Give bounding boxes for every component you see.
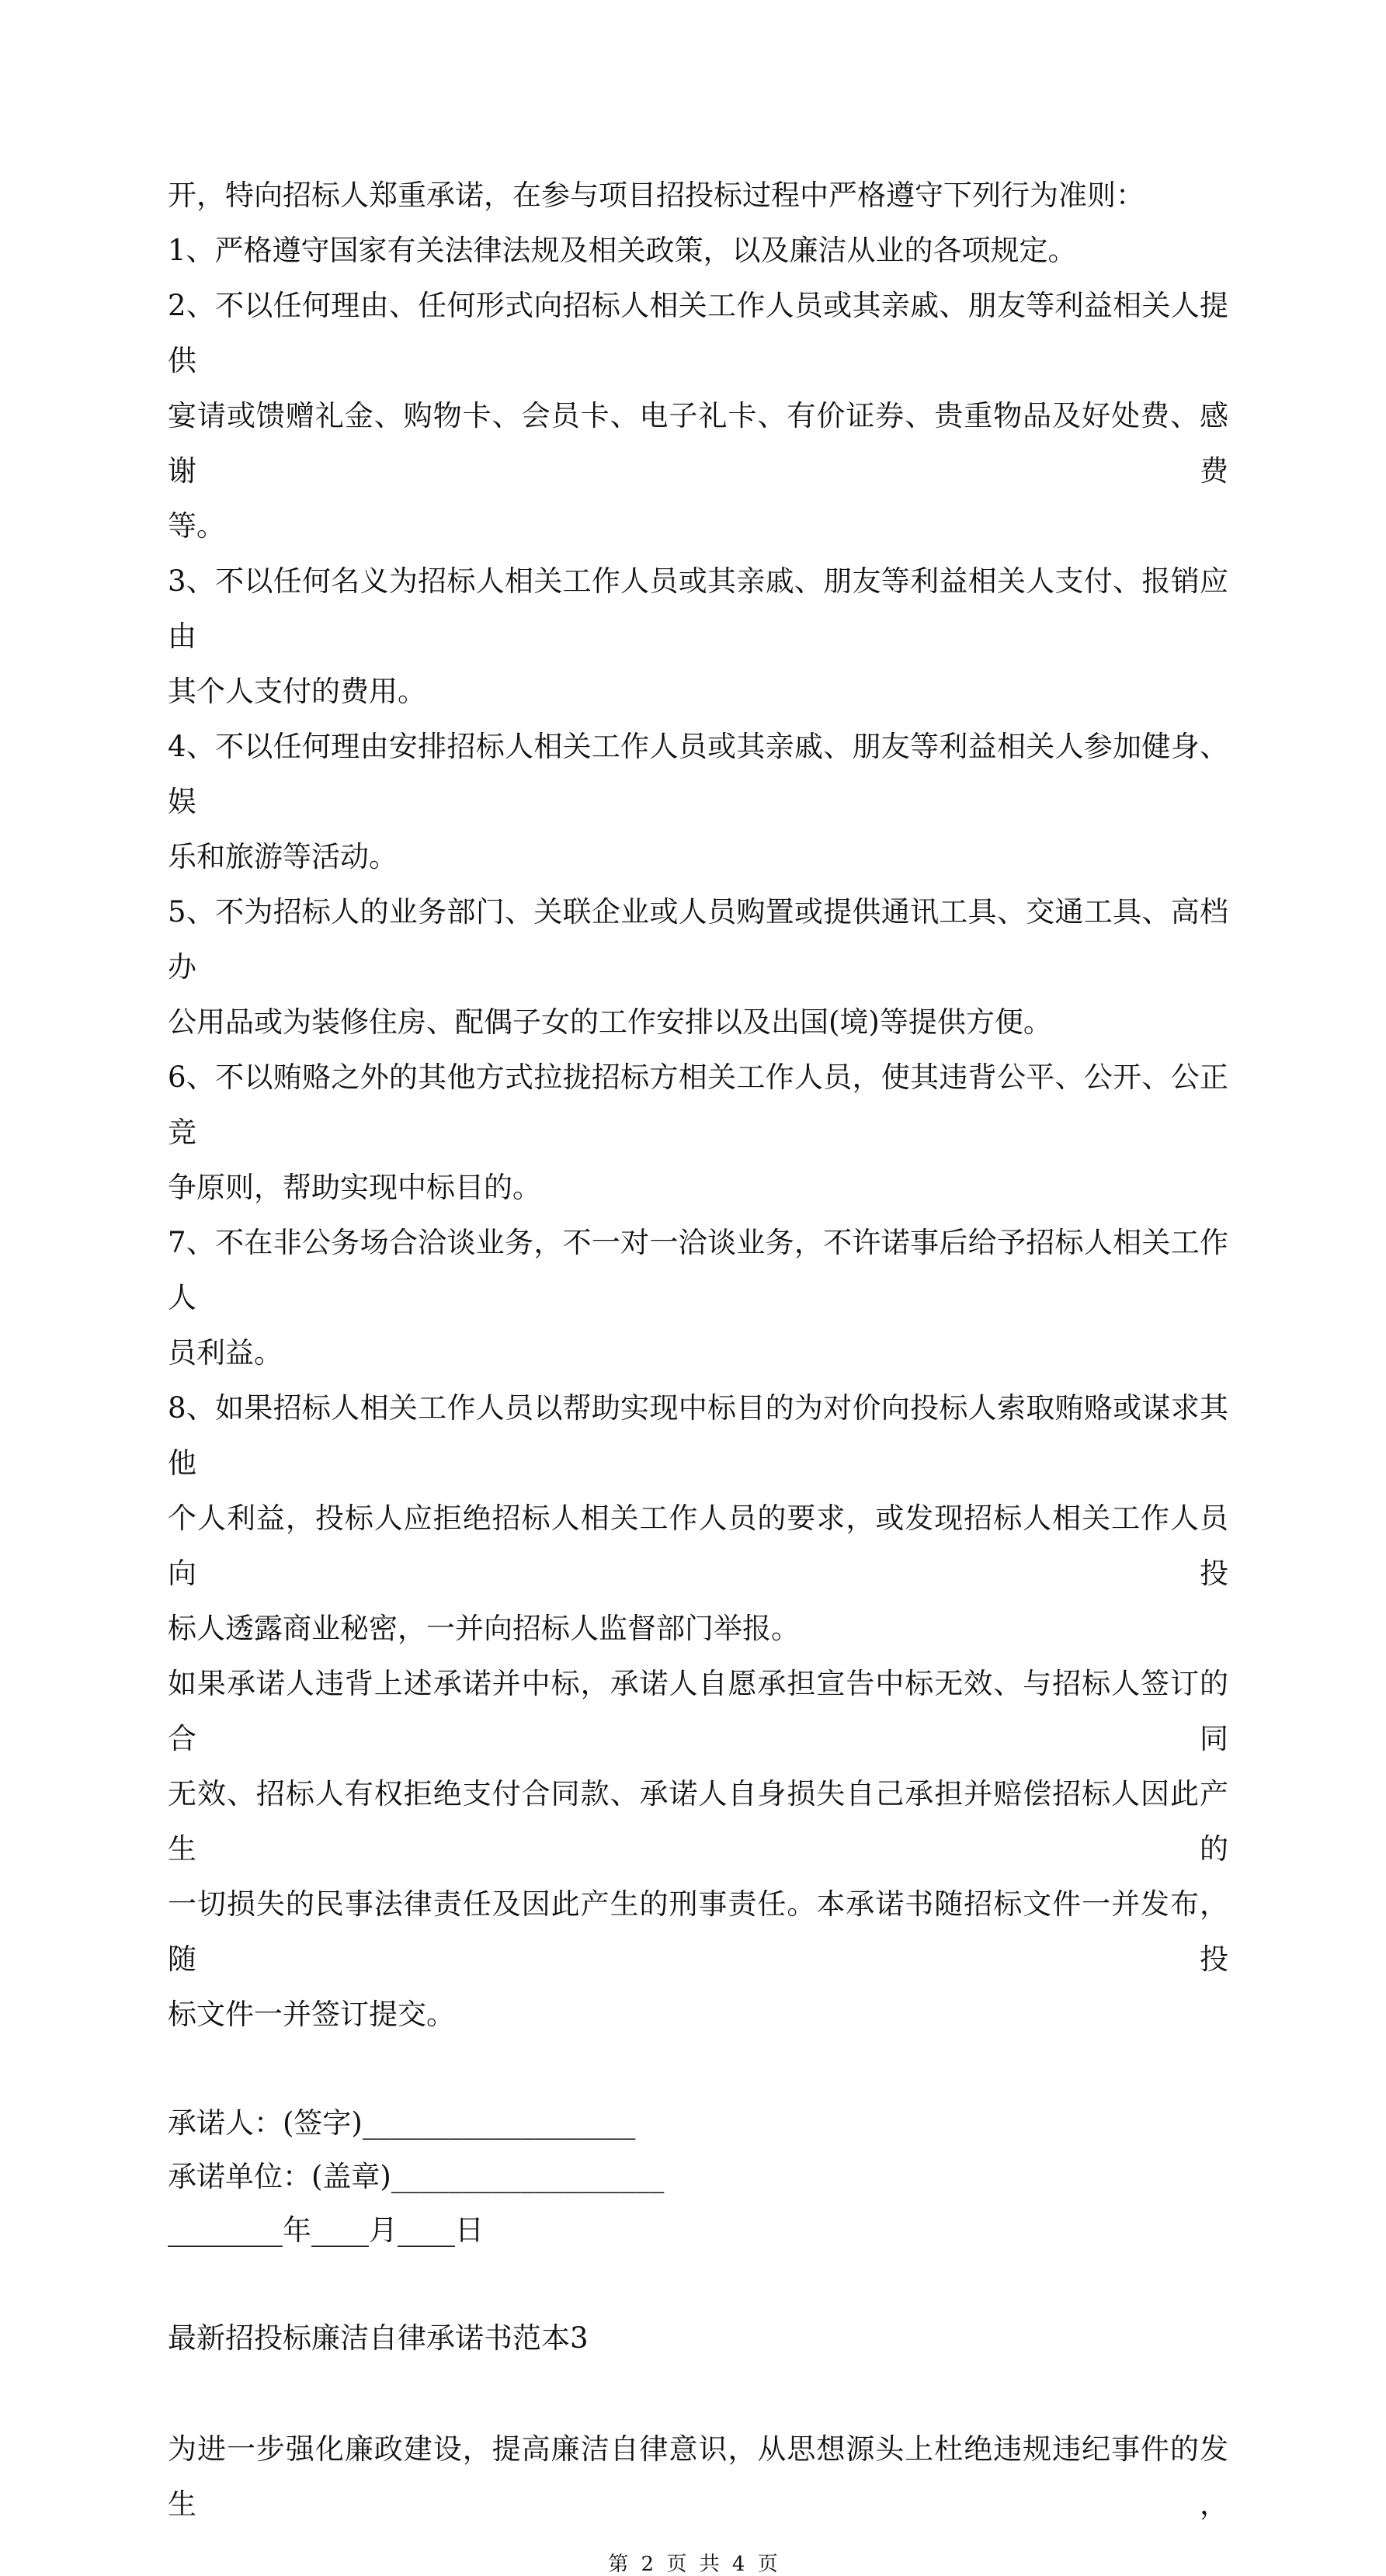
body-line: 乐和旅游等活动。 bbox=[168, 840, 398, 873]
signer-signature-line: 承诺人：(签字)___________________ bbox=[168, 2106, 636, 2140]
date-line: ________年____月____日 bbox=[168, 2213, 484, 2247]
body-line: 个人利益，投标人应拒绝招标人相关工作人员的要求，或发现招标人相关工作人员向投 bbox=[168, 1502, 1228, 1590]
body-line: 标文件一并签订提交。 bbox=[168, 1998, 455, 2031]
body-line: 无效、招标人有权拒绝支付合同款、承诺人自身损失自己承担并赔偿招标人因此产生的 bbox=[168, 1777, 1228, 1866]
body-line: 公用品或为装修住房、配偶子女的工作安排以及出国(境)等提供方便。 bbox=[168, 1005, 1052, 1039]
body-line: 2、不以任何理由、任何形式向招标人相关工作人员或其亲戚、朋友等利益相关人提供 bbox=[168, 289, 1228, 377]
body-line: 标人透露商业秘密，一并向招标人监督部门举报。 bbox=[168, 1612, 800, 1645]
body-line: 7、不在非公务场合洽谈业务，不一对一洽谈业务，不许诺事后给予招标人相关工作人 bbox=[168, 1226, 1228, 1314]
body-line: 1、严格遵守国家有关法律法规及相关政策，以及廉洁从业的各项规定。 bbox=[168, 234, 1077, 267]
body-line: 等。 bbox=[168, 509, 225, 543]
body-line: 员利益。 bbox=[168, 1336, 283, 1370]
next-paragraph-block bbox=[168, 2422, 1228, 2532]
body-line: 5、不为招标人的业务部门、关联企业或人员购置或提供通讯工具、交通工具、高档办 bbox=[168, 895, 1228, 984]
section-title-block bbox=[168, 2310, 1228, 2366]
body-line: 一切损失的民事法律责任及因此产生的刑事责任。本承诺书随招标文件一并发布，随投 bbox=[168, 1887, 1228, 1976]
body-line: 其个人支付的费用。 bbox=[168, 675, 426, 708]
body-line: 争原则，帮助实现中标目的。 bbox=[168, 1171, 541, 1204]
paragraph-line: 为进一步强化廉政建设，提高廉洁自律意识，从思想源头上杜绝违规违纪事件的发生， bbox=[168, 2432, 1228, 2521]
body-line: 6、不以贿赂之外的其他方式拉拢招标方相关工作人员，使其违背公平、公开、公正竞 bbox=[168, 1061, 1228, 1149]
body-line: 4、不以任何理由安排招标人相关工作人员或其亲戚、朋友等利益相关人参加健身、娱 bbox=[168, 730, 1228, 818]
body-line: 8、如果招标人相关工作人员以帮助实现中标目的为对价向投标人索取贿赂或谋求其他 bbox=[168, 1391, 1228, 1480]
section-title: 最新招投标廉洁自律承诺书范本3 bbox=[168, 2321, 589, 2355]
body-line: 宴请或馈赠礼金、购物卡、会员卡、电子礼卡、有价证券、贵重物品及好处费、感谢费 bbox=[168, 399, 1228, 488]
body-line: 开，特向招标人郑重承诺，在参与项目招投标过程中严格遵守下列行为准则： bbox=[168, 179, 1145, 212]
body-line: 3、不以任何名义为招标人相关工作人员或其亲戚、朋友等利益相关人支付、报销应由 bbox=[168, 564, 1228, 653]
unit-seal-line: 承诺单位：(盖章)___________________ bbox=[168, 2160, 665, 2193]
signature-block bbox=[168, 2096, 1228, 2257]
page-footer: 第 2 页 共 4 页 bbox=[608, 2553, 778, 2576]
body-line: 如果承诺人违背上述承诺并中标，承诺人自愿承担宣告中标无效、与招标人签订的合同 bbox=[168, 1667, 1228, 1755]
commitment-body bbox=[168, 168, 1228, 2042]
